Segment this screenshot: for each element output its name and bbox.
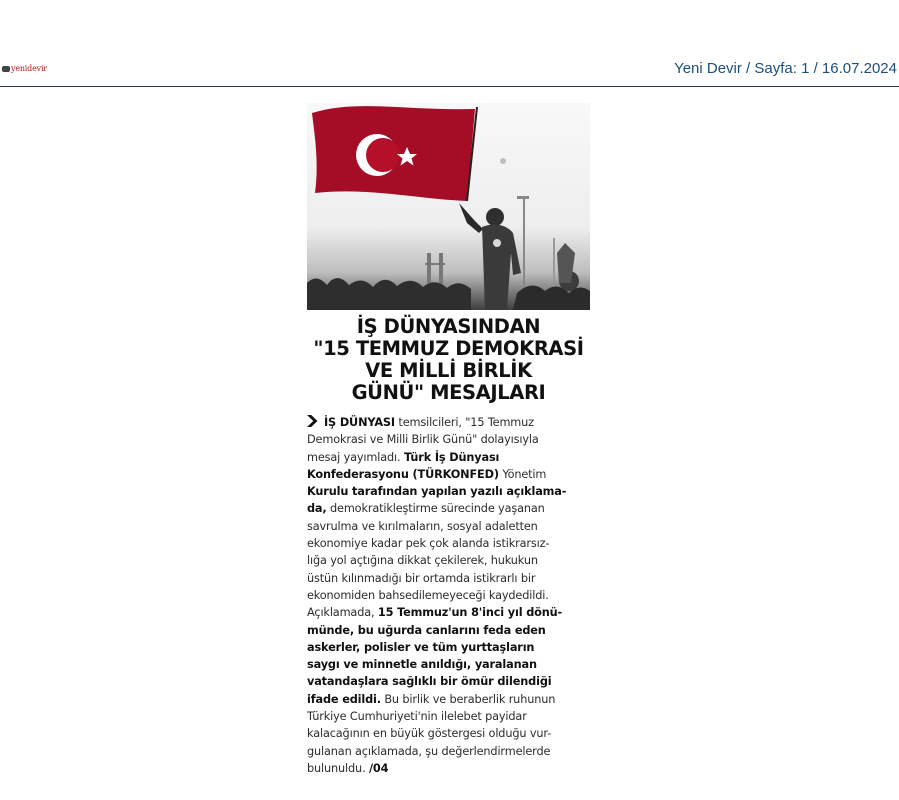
- body-bold: Kurulu tarafından yapılan yazılı açıklama-: [307, 485, 567, 499]
- lead-arrow-icon: [307, 415, 321, 427]
- body-text: temsilcileri, "15 Temmuz: [394, 416, 534, 429]
- body-line: ekonomiden bahsedilemeyeceği kaydedildi.: [307, 588, 549, 602]
- headline-line: VE MİLLİ BİRLİK: [365, 359, 532, 382]
- headline-line: GÜNÜ" MESAJLARI: [351, 381, 546, 404]
- body-line: savrulma ve kırılmaların, sosyal adaletten: [307, 519, 538, 533]
- newspaper-logo: [2, 64, 47, 73]
- body-text: Bu birlik ve beraberlik ruhunun: [380, 692, 556, 706]
- logo-text: yenidevir: [11, 64, 47, 73]
- flag-rally-illustration: [307, 103, 590, 310]
- lead-word: İŞ DÜNYASI: [324, 416, 395, 429]
- flag-rally-photo: [307, 103, 590, 310]
- body-bold: askerler, polisler ve tüm yurttaşların: [307, 640, 535, 654]
- page-reference: /04: [368, 761, 389, 775]
- body-bold: vatandaşlara sağlıklı bir ömür dilendiği: [307, 675, 552, 689]
- page-header: [0, 0, 899, 87]
- article-body: [307, 414, 590, 777]
- body-bold: saygı ve minnetle anıldığı, yaralanan: [307, 658, 537, 672]
- news-clipping: [307, 103, 590, 777]
- body-bold: münde, bu uğurda canlarını feda eden: [307, 623, 546, 637]
- body-line: üstün kılınmadığı bir ortamda istikrarlı bir: [307, 571, 536, 585]
- body-line: lığa yol açtığına dikkat çekilerek, hukukun: [307, 554, 538, 568]
- body-text: demokratikleştirme sürecinde yaşanan: [326, 502, 545, 516]
- logo-icon: [2, 66, 10, 72]
- body-text: mesaj yayımladı.: [307, 450, 404, 464]
- body-line: Demokrasi ve Milli Birlik Günü" dolayısıyla: [307, 433, 539, 447]
- source-line: Yeni Devir / Sayfa: 1 / 16.07.2024: [674, 60, 897, 77]
- headline-line: İŞ DÜNYASINDAN: [356, 315, 541, 338]
- body-bold: Türk İş Dünyası: [403, 450, 500, 464]
- body-line: kalacağının en büyük göstergesi olduğu vur-: [307, 727, 552, 741]
- body-bold: 15 Temmuz'un 8'inci yıl dönü-: [377, 606, 563, 620]
- body-line: Türkiye Cumhuriyeti'nin ilelebet payidar: [307, 710, 527, 724]
- article-headline: [307, 316, 590, 404]
- headline-line: "15 TEMMUZ DEMOKRASİ: [313, 337, 584, 360]
- body-bold: ifade edildi.: [307, 692, 381, 706]
- body-bold: da,: [307, 502, 327, 516]
- body-bold: Konfederasyonu (TÜRKONFED): [307, 467, 499, 481]
- header-divider: [0, 86, 899, 87]
- body-text: Yönetim: [498, 467, 547, 481]
- body-text: Açıklamada,: [307, 606, 378, 620]
- body-text: bulunuldu.: [307, 761, 369, 775]
- body-line: ekonomiye kadar pek çok alanda istikrarsız-: [307, 537, 550, 551]
- body-line: gulanan açıklamada, şu değerlendirmelerde: [307, 744, 551, 758]
